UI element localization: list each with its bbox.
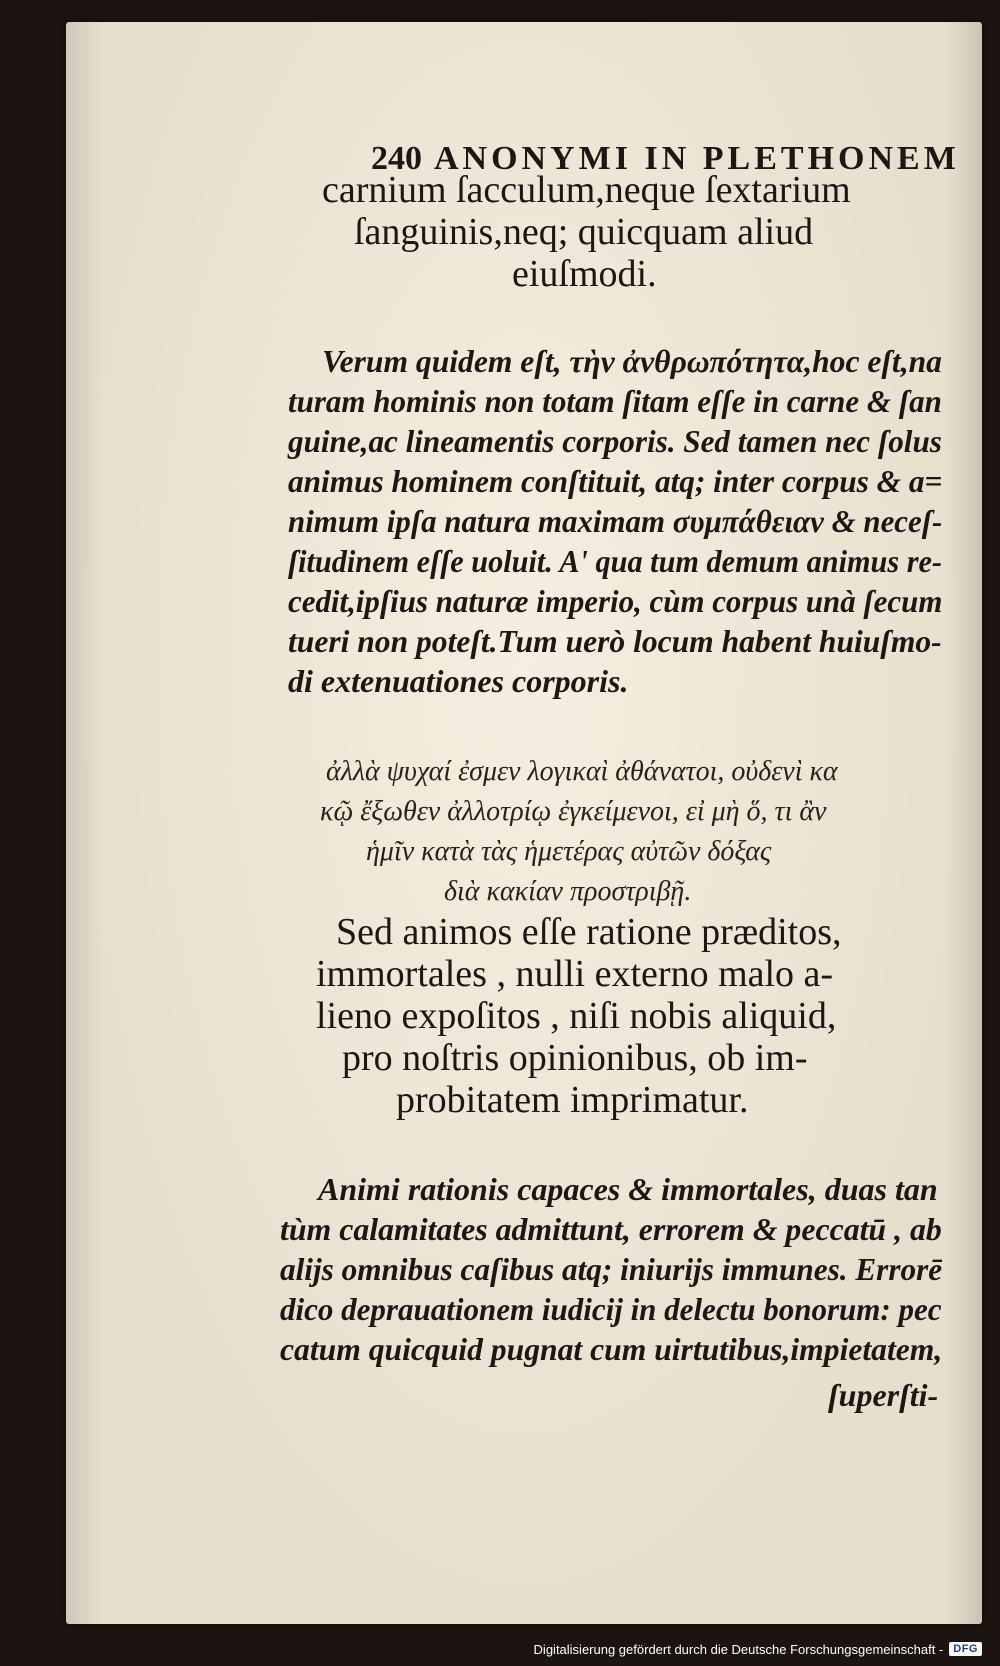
text-line: immortales , nulli externo malo a- bbox=[316, 953, 834, 995]
text-line: animus hominem conſtituit, atq; inter corpus & a= bbox=[288, 463, 943, 499]
text-line: κῷ ἔξωθεν ἀλλοτρίῳ ἐγκείμενοι, εἰ μὴ ὅ, τι ἂν bbox=[320, 796, 827, 827]
text-line: ſanguinis,neq; quicquam aliud bbox=[354, 211, 814, 253]
book-page: 240 ANONYMI IN PLETHONEM carnium ſacculum,neque ſextarium ſanguinis,neq; quicquam aliud eiuſmodi. Verum quidem eſt, τὴν ἀνθρωπότητα,hoc eſt,na turam hominis non totam ſitam eſſe in carne & ſan guine,ac lineamentis corporis. Sed tamen nec ſolus animus hominem conſtituit, atq; inter corpus & a= nimum ipſa natura maximam συμπάθειαν & neceſ- ſitudinem eſſe uoluit. A' qua tum demum animus re- cedit,ipſius naturæ imperio, cùm corpus unà ſecum tueri non poteſt.Tum uerò locum habent huiuſmo- di extenuationes corporis. ἀλλὰ ψυχαί ἐσμεν λογικαὶ ἀθάνατοι, οὐδενὶ κα κῷ ἔξωθεν ἀλλοτρίῳ ἐγκείμενοι, εἰ μὴ ὅ, τι ἂν ἡμῖν κατὰ τὰς ἡμετέρας αὐτῶν δόξας διὰ κακίαν προστριβῇ. Sed animos eſſe ratione præditos, immortales , nulli externo malo a- lieno expoſitos , niſi nobis aliquid, pro noſtris opinionibus, ob im- probitatem imprimatur. Animi rationis capaces & immortales, duas tan tùm calamitates admittunt, errorem & peccatū , ab alijs omnibus caſibus atq; iniurijs immunes. Errorē dico deprauationem iudicij in delectu bonorum: pec catum quicquid pugnat cum uirtutibus,impietatem, ſuperſti- bbox=[66, 22, 982, 1624]
running-title: ANONYMI IN PLETHONEM bbox=[434, 140, 960, 177]
text-line: eiuſmodi. bbox=[512, 253, 657, 295]
text-line: guine,ac lineamentis corporis. Sed tamen nec ſolus bbox=[288, 423, 942, 459]
text-line: cedit,ipſius naturæ imperio, cùm corpus unà ſecum bbox=[288, 583, 943, 619]
digitization-credit bbox=[534, 1638, 982, 1660]
text-line: Verum quidem eſt, τὴν ἀνθρωπότητα,hoc eſt,na bbox=[322, 343, 942, 379]
text-line: carnium ſacculum,neque ſextarium bbox=[322, 169, 851, 211]
text-line: catum quicquid pugnat cum uirtutibus,impietatem, bbox=[280, 1331, 943, 1367]
page-number: 240 bbox=[371, 140, 422, 177]
text-line: lieno expoſitos , niſi nobis aliquid, bbox=[316, 995, 837, 1037]
text-line: ſitudinem eſſe uoluit. A' qua tum demum animus re- bbox=[288, 543, 943, 579]
text-line: nimum ipſa natura maximam συμπάθειαν & neceſ- bbox=[288, 503, 943, 539]
text-line: tueri non poteſt.Tum uerò locum habent huiuſmo- bbox=[288, 623, 942, 659]
text-line: διὰ κακίαν προστριβῇ. bbox=[444, 876, 692, 907]
text-line: ἡμῖν κατὰ τὰς ἡμετέρας αὐτῶν δόξας bbox=[366, 836, 772, 867]
text-line: ἀλλὰ ψυχαί ἐσμεν λογικαὶ ἀθάνατοι, οὐδενὶ κα bbox=[326, 756, 838, 787]
dfg-logo: DFG bbox=[949, 1642, 982, 1656]
text-line: tùm calamitates admittunt, errorem & peccatū , ab bbox=[280, 1211, 942, 1247]
text-line: alijs omnibus caſibus atq; iniurijs immunes. Errorē bbox=[280, 1251, 943, 1287]
text-line: turam hominis non totam ſitam eſſe in carne & ſan bbox=[288, 383, 942, 419]
text-line: di extenuationes corporis. bbox=[288, 663, 629, 699]
text-line: Animi rationis capaces & immortales, duas tan bbox=[318, 1171, 938, 1207]
text-line: dico deprauationem iudicij in delectu bonorum: pec bbox=[280, 1291, 942, 1327]
credit-text: Digitalisierung gefördert durch die Deutsche Forschungsgemeinschaft - bbox=[533, 1641, 944, 1657]
text-line: Sed animos eſſe ratione præditos, bbox=[336, 911, 842, 953]
text-line: probitatem imprimatur. bbox=[396, 1079, 749, 1121]
text-line: pro noſtris opinionibus, ob im- bbox=[342, 1037, 808, 1079]
